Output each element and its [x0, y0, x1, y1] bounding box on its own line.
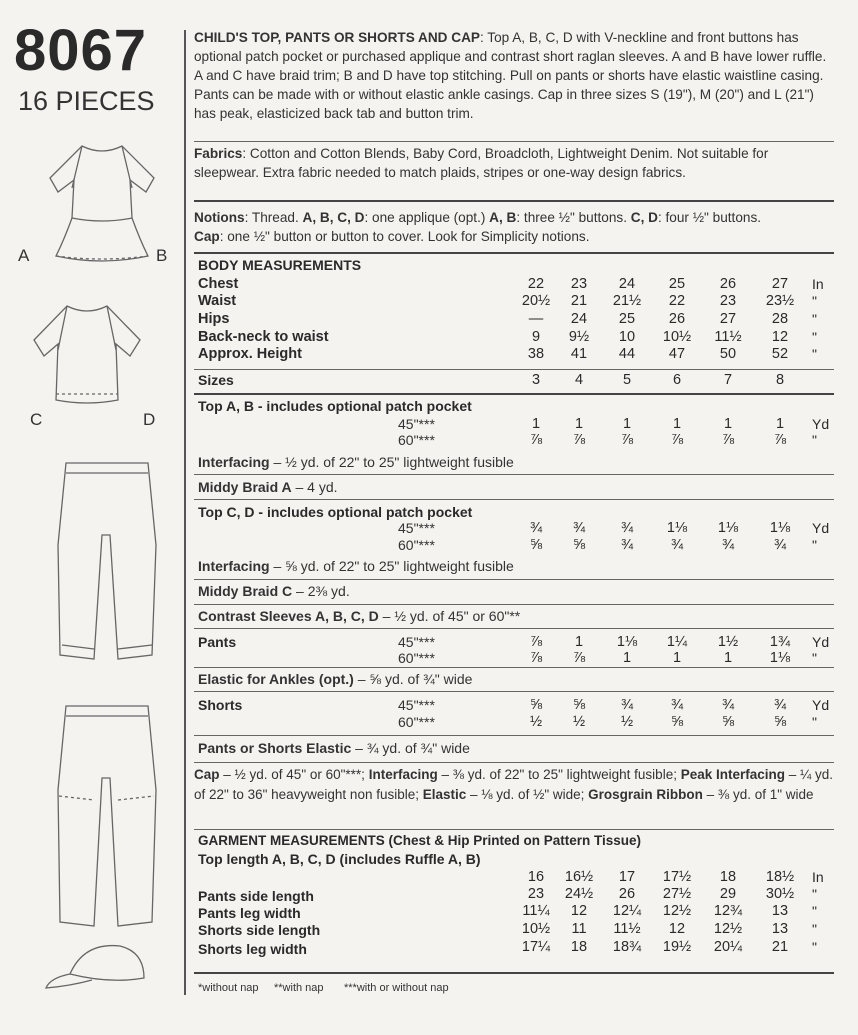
cap-label: Cap	[194, 767, 220, 782]
unit-label: "	[812, 537, 817, 553]
divider	[194, 499, 834, 500]
cap-text: – ½ yd. of 45" or 60"***;	[219, 767, 369, 782]
divider	[194, 604, 834, 605]
table-cell: 1⅛	[769, 520, 791, 536]
table-cell: ¾	[721, 697, 735, 713]
interfacing-label: Interfacing	[198, 558, 270, 574]
pants-elastic-text: – ¾ yd. of ¾" wide	[351, 740, 470, 756]
fabric-width-label: 60"***	[398, 432, 435, 448]
garment-measurement-label: Top length A, B, C, D (includes Ruffle A, B)	[198, 851, 481, 867]
interfacing-label: Interfacing	[198, 454, 270, 470]
table-cell: 1	[723, 650, 733, 666]
divider	[194, 972, 834, 974]
description-text: : Top A, B, C, D with V-neckline and front buttons has optional patch pocket or purchased applique and contrast short raglan sleeves. A and B have lower ruffle. A and C have braid trim; B and D have top stitching. Pull on pants or shorts have elastic waistline casing. Pants can be made with or without elastic ankle casings. Cap in three sizes S (19"), M (20") and L (21") has peak, elasticized back tab and button trim.	[194, 30, 827, 121]
unit-label: "	[812, 346, 817, 362]
pants-shorts-elastic	[198, 740, 470, 756]
unit-label: Yd	[812, 634, 830, 650]
footnote-with-or-without-nap: ***with or without nap	[344, 982, 449, 994]
divider	[194, 252, 834, 254]
notions-text: : one ½" button or button to cover. Look for Simplicity notions.	[219, 229, 590, 244]
table-cell: 28	[771, 311, 789, 327]
notions-views: C, D	[630, 210, 658, 225]
table-cell: 1	[672, 650, 682, 666]
notions-cap-label: Cap	[194, 229, 220, 244]
cap-peak-label: Peak	[680, 767, 713, 782]
unit-label: "	[812, 432, 817, 448]
table-cell: 19½	[662, 939, 692, 955]
table-cell: 21½	[612, 293, 642, 309]
table-cell: 50	[719, 346, 737, 362]
table-cell: 12	[771, 329, 789, 345]
table-cell: 1⅛	[616, 634, 638, 650]
table-cell: 24	[570, 311, 588, 327]
table-cell: 9	[531, 329, 541, 345]
contrast-sleeves	[198, 608, 520, 624]
shorts-pants-illustration	[52, 700, 162, 930]
table-cell: 11½	[613, 921, 641, 937]
table-cell: 16½	[564, 869, 594, 885]
divider	[194, 393, 834, 395]
divider	[194, 829, 834, 830]
notions-text: : one applique (opt.)	[364, 210, 490, 225]
measurement-label: Hips	[198, 311, 230, 327]
table-cell: 12½	[662, 903, 692, 919]
fabric-width-label: 45"***	[398, 697, 435, 713]
fabric-width-label: 60"***	[398, 537, 435, 553]
table-cell: ¾	[670, 697, 684, 713]
unit-label: "	[812, 886, 817, 902]
table-cell: 26	[618, 886, 636, 902]
view-label-c: C	[30, 410, 43, 429]
pattern-number: 8067	[14, 18, 148, 83]
table-cell: 10	[618, 329, 636, 345]
description-title: CHILD'S TOP, PANTS OR SHORTS AND CAP	[194, 30, 480, 45]
divider	[194, 141, 834, 142]
table-cell: ¾	[773, 697, 787, 713]
fabrics-text: : Cotton and Cotton Blends, Baby Cord, Broadcloth, Lightweight Denim. Not suitable for sleepwear. Extra fabric needed to match plaids, stripes or one-way design fabrics.	[194, 146, 769, 180]
table-cell: 8	[775, 372, 785, 388]
table-cell: 24	[618, 276, 636, 292]
table-cell: 1¼	[666, 634, 688, 650]
table-cell: ¾	[670, 537, 684, 553]
interfacing-text: – ½ yd. of 22" to 25" lightweight fusible	[269, 454, 514, 470]
divider	[194, 735, 834, 736]
table-cell: 20½	[521, 293, 551, 309]
table-cell: ½	[620, 714, 634, 730]
unit-label: "	[812, 939, 817, 955]
cap-interfacing-label: Interfacing	[368, 767, 438, 782]
table-cell: 12¾	[713, 903, 743, 919]
table-cell: 12½	[713, 921, 743, 937]
measurement-label: Chest	[198, 276, 239, 292]
unit-label: "	[812, 921, 817, 937]
unit-label: "	[812, 650, 817, 666]
unit-label: "	[812, 903, 817, 919]
table-cell: 29	[719, 886, 737, 902]
table-cell: 30½	[765, 886, 795, 902]
fabric-width-label: 45"***	[398, 520, 435, 536]
notions-views: A, B	[489, 210, 517, 225]
garment-measurement-label: Shorts side length	[198, 922, 321, 938]
interfacing-text: – ⅝ yd. of 22" to 25" lightweight fusible	[269, 558, 514, 574]
notions-label: Notions	[194, 210, 245, 225]
unit-label: In	[812, 869, 824, 885]
table-cell: 5	[622, 372, 632, 388]
table-cell: ⅞	[529, 634, 543, 650]
notions-text: : four ½" buttons.	[657, 210, 762, 225]
table-cell: 18	[719, 869, 737, 885]
contrast-label: Contrast Sleeves A, B, C, D	[198, 608, 379, 624]
table-cell: 1½	[717, 634, 739, 650]
table-cell: ¾	[572, 520, 586, 536]
pants-elastic-label: Pants or Shorts Elastic	[198, 740, 352, 756]
top-ab-title: Top A, B - includes optional patch pocket	[198, 398, 472, 414]
divider	[194, 474, 834, 475]
divider	[194, 691, 834, 692]
table-cell: ½	[529, 714, 543, 730]
notions	[194, 208, 834, 246]
cap-illustration	[40, 938, 160, 993]
cap-text: – ¼ yd. of 22" to 36" heavyweight non fusible;	[194, 767, 834, 802]
table-cell: 13	[771, 921, 789, 937]
top-cd-interfacing	[198, 558, 514, 574]
table-cell: 47	[668, 346, 686, 362]
divider	[194, 667, 834, 668]
notions-views: A, B, C, D	[302, 210, 365, 225]
table-cell: 12	[570, 903, 588, 919]
table-cell: 22	[527, 276, 545, 292]
table-cell: 25	[668, 276, 686, 292]
description	[194, 28, 834, 123]
table-cell: 1	[531, 416, 541, 432]
table-cell: 52	[771, 346, 789, 362]
cap-text: – ⅜ yd. of 22" to 25" lightweight fusible;	[437, 767, 681, 782]
table-cell: 10½	[662, 329, 692, 345]
footnote-without-nap: *without nap	[198, 982, 259, 994]
table-cell: 10½	[521, 921, 551, 937]
table-cell: 41	[570, 346, 588, 362]
table-cell: 18½	[765, 869, 795, 885]
contrast-text: – ½ yd. of 45" or 60"**	[378, 608, 521, 624]
table-cell: 23	[570, 276, 588, 292]
table-cell: 22	[668, 293, 686, 309]
measurement-label: Waist	[198, 293, 237, 309]
unit-label: "	[812, 714, 817, 730]
cap-text: – ⅜ yd. of 1" wide	[702, 786, 814, 802]
table-cell: 11¼	[522, 903, 550, 919]
table-cell: ⅞	[620, 432, 634, 448]
divider	[194, 579, 834, 580]
sizes-label: Sizes	[198, 372, 234, 388]
table-cell: ⅞	[529, 432, 543, 448]
table-cell: 1	[574, 416, 584, 432]
cap-ribbon-label: Ribbon	[656, 786, 703, 802]
table-cell: ½	[572, 714, 586, 730]
middy-c-text: – 2⅜ yd.	[292, 583, 350, 599]
table-cell: 1¾	[769, 634, 791, 650]
unit-label: "	[812, 293, 817, 309]
table-cell: ⅝	[572, 537, 586, 553]
table-cell: ⅞	[670, 432, 684, 448]
garment-measurement-label: Pants leg width	[198, 905, 301, 921]
table-cell: ¾	[529, 520, 543, 536]
table-cell: 1⅛	[666, 520, 688, 536]
divider	[194, 200, 834, 202]
garment-measurement-label: Pants side length	[198, 888, 314, 904]
footnote-with-nap: **with nap	[274, 982, 324, 994]
fabric-width-label: 60"***	[398, 650, 435, 666]
table-cell: ⅝	[721, 714, 735, 730]
notions-text: : three ½" buttons.	[516, 210, 631, 225]
table-cell: 23	[719, 293, 737, 309]
table-cell: 23	[527, 886, 545, 902]
unit-label: "	[812, 329, 817, 345]
table-cell: 12	[668, 921, 686, 937]
table-cell: ¾	[620, 520, 634, 536]
body-measurements-title: BODY MEASUREMENTS	[198, 257, 362, 273]
table-cell: ¾	[773, 537, 787, 553]
table-cell: ⅝	[529, 537, 543, 553]
table-cell: 13	[771, 903, 789, 919]
table-cell: 20¼	[713, 939, 743, 955]
unit-label: Yd	[812, 520, 830, 536]
table-cell: ⅞	[721, 432, 735, 448]
table-cell: 6	[672, 372, 682, 388]
table-cell: 18	[570, 939, 588, 955]
fabric-width-label: 60"***	[398, 714, 435, 730]
table-cell: 21	[771, 939, 789, 955]
table-cell: ⅞	[529, 650, 543, 666]
view-label-d: D	[143, 410, 156, 429]
table-cell: 17½	[662, 869, 692, 885]
notions-text: : Thread.	[244, 210, 303, 225]
pieces-count: 16 PIECES	[18, 86, 155, 116]
measurement-label: Approx. Height	[198, 346, 302, 362]
unit-label: In	[812, 276, 824, 292]
top-ab-illustration	[42, 140, 162, 265]
unit-label: Yd	[812, 697, 830, 713]
pants-label: Pants	[198, 634, 237, 650]
fabrics	[194, 144, 834, 182]
table-cell: 1	[622, 650, 632, 666]
table-cell: 21	[570, 293, 588, 309]
elastic-ankles-text: – ⅝ yd. of ¾" wide	[353, 671, 473, 687]
table-cell: 27	[771, 276, 789, 292]
table-cell: ⅝	[572, 697, 586, 713]
table-cell: 26	[668, 311, 686, 327]
table-cell: 1⅛	[769, 650, 791, 666]
table-cell: 27½	[662, 886, 692, 902]
unit-label: "	[812, 311, 817, 327]
top-ab-interfacing	[198, 454, 514, 470]
table-cell: 11½	[714, 329, 742, 345]
elastic-ankles-label: Elastic for Ankles (opt.)	[198, 671, 354, 687]
cap-peak-interfacing-label: Interfacing	[716, 767, 786, 782]
table-cell: 3	[531, 372, 541, 388]
unit-label: Yd	[812, 416, 830, 432]
table-cell: 1	[775, 416, 785, 432]
pants-illustration	[52, 455, 162, 695]
middy-braid-a	[198, 479, 338, 495]
table-cell: ⅝	[773, 714, 787, 730]
table-cell: ¾	[620, 697, 634, 713]
cap-elastic-label: Elastic	[422, 786, 467, 802]
middy-a-label: Middy Braid A	[198, 479, 292, 495]
table-cell: 25	[618, 311, 636, 327]
table-cell: 12¼	[612, 903, 642, 919]
divider	[194, 762, 834, 763]
table-cell: 1	[723, 416, 733, 432]
table-cell: 9½	[568, 329, 590, 345]
divider	[194, 628, 834, 629]
view-label-a: A	[18, 246, 30, 265]
fabric-width-label: 45"***	[398, 634, 435, 650]
fabrics-label: Fabrics	[194, 146, 243, 161]
measurement-label: Back-neck to waist	[198, 329, 329, 345]
table-cell: ⅞	[773, 432, 787, 448]
table-cell: 17¼	[521, 939, 551, 955]
table-cell: 17	[618, 869, 636, 885]
table-cell: ⅝	[529, 697, 543, 713]
garment-measurement-label: Shorts leg width	[198, 941, 307, 957]
top-cd-title: Top C, D - includes optional patch pocket	[198, 504, 473, 520]
fabric-width-label: 45"***	[398, 416, 435, 432]
middy-braid-c	[198, 583, 350, 599]
garment-measurements-title: GARMENT MEASUREMENTS (Chest & Hip Printed on Pattern Tissue)	[198, 833, 642, 848]
table-cell: ⅞	[572, 432, 586, 448]
cap-yardage	[194, 765, 834, 804]
table-cell: 26	[719, 276, 737, 292]
elastic-ankles	[198, 671, 472, 687]
table-cell: ⅞	[572, 650, 586, 666]
table-cell: 1	[672, 416, 682, 432]
table-cell: 11	[571, 921, 587, 937]
table-cell: ⅝	[670, 714, 684, 730]
table-cell: ¾	[620, 537, 634, 553]
middy-a-text: – 4 yd.	[291, 479, 338, 495]
top-cd-illustration	[22, 300, 152, 410]
table-cell: 1	[574, 634, 584, 650]
cap-grosgrain-label: Grosgrain	[588, 786, 653, 802]
column-divider	[184, 30, 186, 995]
middy-c-label: Middy Braid C	[198, 583, 293, 599]
table-cell: 27	[719, 311, 737, 327]
table-cell: —	[528, 311, 544, 327]
table-cell: 1	[622, 416, 632, 432]
shorts-label: Shorts	[198, 697, 243, 713]
table-cell: 23½	[765, 293, 795, 309]
table-cell: 44	[618, 346, 636, 362]
table-cell: 16	[527, 869, 545, 885]
table-cell: 7	[723, 372, 733, 388]
table-cell: 18¾	[612, 939, 642, 955]
divider	[194, 369, 834, 370]
view-label-b: B	[156, 246, 168, 265]
table-cell: 38	[527, 346, 545, 362]
table-cell: 24½	[564, 886, 594, 902]
table-cell: 4	[574, 372, 584, 388]
table-cell: ¾	[721, 537, 735, 553]
cap-text: – ⅛ yd. of ½" wide;	[466, 786, 589, 802]
table-cell: 1⅛	[717, 520, 739, 536]
